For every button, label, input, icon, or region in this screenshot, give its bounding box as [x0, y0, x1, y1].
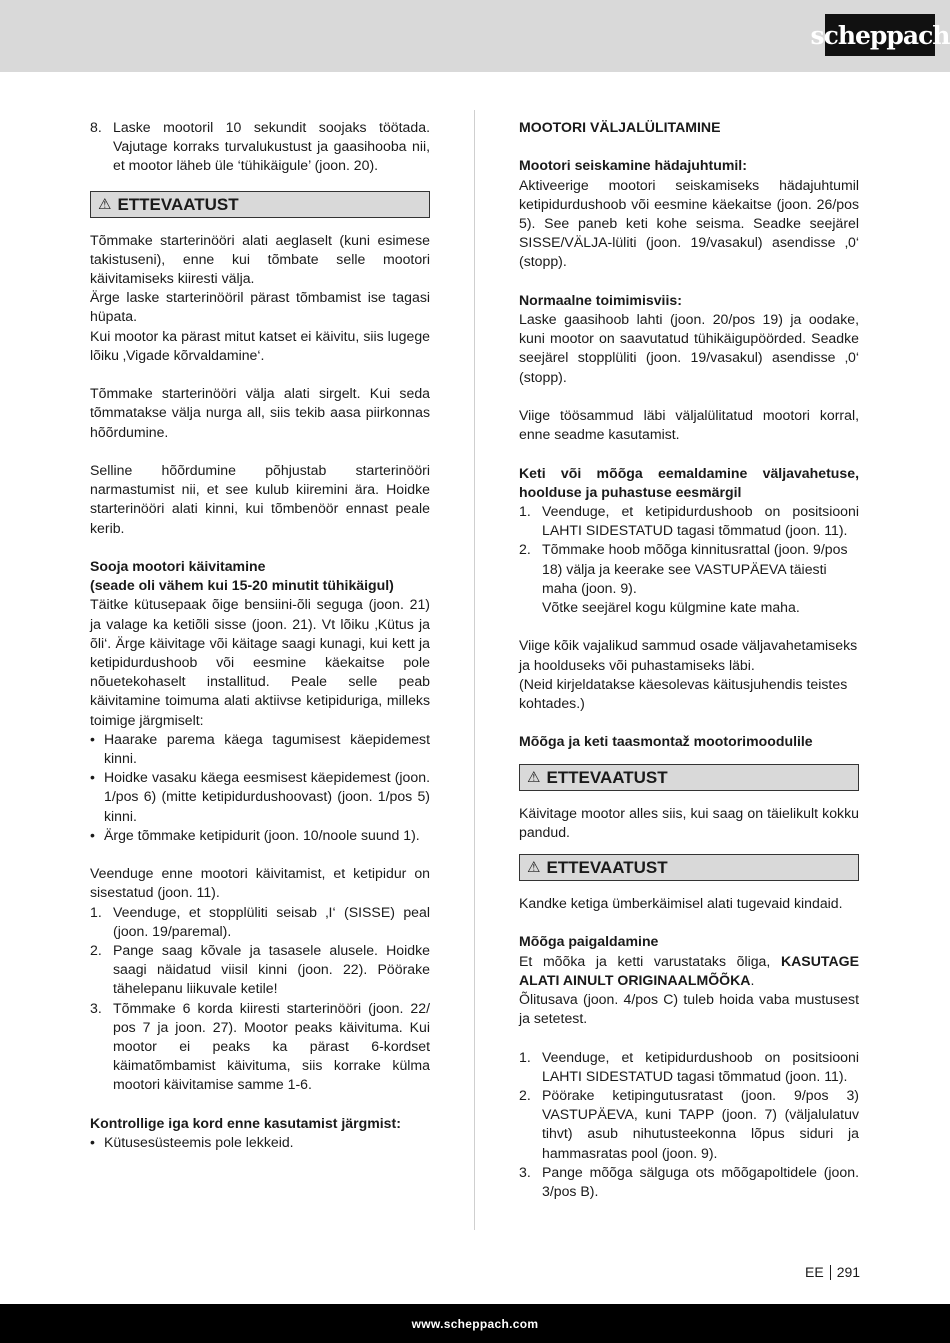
- item-number: 1.: [519, 1048, 531, 1065]
- bullet-item: [90, 1133, 430, 1152]
- list-item: [90, 903, 430, 941]
- paragraph: Õlitusava (joon. 4/pos C) tuleb hoida vaba mustusest ja setetest.: [519, 991, 859, 1027]
- warning-box: [90, 191, 430, 218]
- list-item: [519, 1048, 859, 1086]
- page-number-separator: [830, 1265, 831, 1280]
- right-column: [519, 118, 859, 1201]
- section-subheading: Mootori seiskamine hädajuhtumil:: [519, 157, 747, 174]
- paragraph: Veenduge enne mootori käivitamist, et ketipidur on sisestatud (joon. 11).: [90, 865, 430, 901]
- bullet-mark: •: [90, 730, 95, 747]
- warning-paragraph: Käivitage mootor alles siis, kui saag on täielikult kokku pandud.: [519, 804, 859, 840]
- install-text: Et mõõka ja ketti varustataks õliga,: [519, 952, 781, 969]
- page-header: [0, 0, 950, 72]
- list-item: [519, 1086, 859, 1163]
- list-item: [90, 941, 430, 999]
- warning-triangle-icon: ⚠: [98, 195, 112, 213]
- left-column: [90, 118, 430, 1152]
- item-number: 1.: [519, 503, 531, 519]
- section-subheading: Normaalne toimimisviis:: [519, 291, 682, 308]
- bullet-mark: •: [90, 1134, 95, 1151]
- item-number: 2.: [519, 1087, 531, 1104]
- bullet-text: Kütusesüsteemis pole lekkeid.: [104, 1134, 294, 1151]
- item-number: 3.: [90, 999, 102, 1016]
- paragraph: Laske gaasihoob lahti (joon. 20/pos 19) ja oodake, kuni mootor on saavutatud tühikäigupöörded. Seadke seejärel stopplüliti (joon. 19/vasakul) asendisse ‚0‘ (stopp).: [519, 311, 859, 385]
- warning-paragraph: Ärge laske starterinööril pärast tõmbamist ise tagasi hüpata.: [90, 289, 430, 325]
- warning-paragraph: Tõmmake starterinööri alati aeglaselt (kuni esimese takistuseni), enne kui tõmbate selle mootori käivitamiseks kiiresti välja.: [90, 231, 430, 287]
- item-number: 2.: [90, 942, 102, 959]
- item-text: Pange mõõga sälguga ots mõõgapoltidele (joon. 3/pos B).: [542, 1163, 859, 1200]
- section-heading: Sooja mootori käivitamine: [90, 558, 266, 575]
- item-number: 2.: [519, 541, 531, 558]
- list-item: [90, 118, 430, 176]
- item-text: Pöörake ketipingutusratast (joon. 9/pos 3) VASTUPÄEVA, kuni TAPP (joon. 7) (väljalulatuv tihvt) asub nihutusteekonna lõpus siduri ja hammasratas pool (joon. 9).: [542, 1087, 859, 1161]
- section-heading: Keti või mõõga eemaldamine väljavahetuse, hoolduse ja puhastuse eesmärgil: [519, 464, 859, 500]
- website-link[interactable]: www.scheppach.com: [411, 1316, 539, 1331]
- item-text: Veenduge, et ketipidurdushoob on positsiooni LAHTI SIDESTATUD tagasi tõmmatud (joon. 11).: [542, 503, 859, 539]
- bullet-text: Haarake parema käega tagumisest käepidemest kinni.: [104, 730, 430, 767]
- list-item: [519, 1163, 859, 1201]
- warning-box: [519, 854, 859, 881]
- warning-paragraph: Kui mootor ka pärast mitut katset ei käivitu, siis lugege lõiku ‚Vigade kõrvaldamine‘.: [90, 327, 430, 363]
- list-item: [519, 540, 859, 617]
- paragraph: Aktiveerige mootori seiskamiseks hädajuhtumil ketipidurdushoob või eesmine käekaitse (joon. 26/pos 5). See paneb keti kohe seisma. Seadke seejärel SISSE/VÄLJA-lüliti (joon. 19/vasakul) asendisse ‚0‘ (stopp).: [519, 176, 859, 270]
- install-emphasis: KASUTAGE ALATI AINULT ORIGINAALMÕÕKA: [519, 952, 859, 988]
- warning-box: [519, 764, 859, 791]
- item-text: Pange saag kõvale ja tasasele alusele. Hoidke saagi näidatud viisil kinni (joon. 22). Pöörake tähelepanu liikuvale ketile!: [113, 942, 430, 997]
- item-number: 3.: [519, 1163, 531, 1180]
- item-number: 1.: [90, 903, 102, 920]
- bullet-mark: •: [90, 826, 95, 843]
- list-item: [519, 502, 859, 540]
- bullet-item: [90, 826, 430, 845]
- paragraph: Viige kõik vajalikud sammud osade väljavahetamiseks ja hoolduseks või puhastamiseks läbi. (Neid kirjeldatakse käesolevas käitusjuhendis teistes kohtades.): [519, 637, 858, 712]
- item-text: Laske mootoril 10 sekundit soojaks töötada. Vajutage korraks turvalukustust ja gaasihooba nii, et mootor läheb üle ‘tühikäigule’ (joon. 20).: [113, 119, 430, 174]
- item-text: Tõmmake hoob mõõga kinnitusrattal (joon. 9/pos 18) välja ja keerake see VASTUPÄEVA täiesti maha (joon. 9). Võtke seejärel kogu külgmine kate maha.: [542, 541, 848, 616]
- language-code: EE: [805, 1264, 824, 1280]
- warning-label: ETTEVAATUST: [546, 767, 668, 787]
- warning-label: ETTEVAATUST: [117, 194, 239, 214]
- paragraph: Viige töösammud läbi väljalülitatud mootori korral, enne seadme kasutamist.: [519, 407, 859, 443]
- bullet-mark: •: [90, 769, 95, 786]
- warning-paragraph: Kandke ketiga ümberkäimisel alati tugevaid kindaid.: [519, 895, 843, 912]
- column-divider: [474, 110, 475, 1230]
- section-heading: MOOTORI VÄLJALÜLITAMINE: [519, 119, 721, 135]
- paragraph: Selline hõõrdumine põhjustab starterinööri narmastumist nii, et see kulub kiiremini ära. Hoidke starterinööri alati kinni, kui tõmbenöör ennast peale kerib.: [90, 462, 430, 536]
- bullet-text: Hoidke vasaku käega eesmisest käepidemest (joon. 1/pos 6) (mitte ketipidurdushoovast) (joon. 1/pos 5) kinni.: [104, 769, 430, 824]
- section-subheading: (seade oli vähem kui 15-20 minutit tühikäigul): [90, 577, 394, 594]
- install-text-end: .: [750, 971, 755, 988]
- section-heading: Mõõga ja keti taasmontaž mootorimoodulile: [519, 733, 813, 750]
- item-number: 8.: [90, 119, 102, 135]
- warning-triangle-icon: ⚠: [527, 858, 541, 876]
- paragraph: Tõmmake starterinööri välja alati sirgelt. Kui seda tõmmatakse välja nurga all, siis tekib aasa piirkonnas hõõrdumine.: [90, 385, 430, 440]
- warning-triangle-icon: ⚠: [527, 768, 541, 786]
- item-text: Veenduge, et stopplüliti seisab ‚I‘ (SISSE) peal (joon. 19/paremal).: [113, 903, 430, 939]
- paragraph: Täitke kütusepaak õige bensiini-õli seguga (joon. 21) ja valage ka ketiõli sisse (joon. 21). Vt lõiku ‚Kütus ja õli‘. Ärge käivitage või käitage saagi kunagi, kui kett ja ketipidurdushoob või eesmine käekaitse pole nõuetekohaselt installitud. Peale selle peab käivitamine toimuma alati aktiivse ketipiduriga, milleks toimige järgmiselt:: [90, 596, 430, 728]
- page-footer: [0, 1304, 950, 1343]
- page-number-value: 291: [836, 1264, 861, 1280]
- bullet-text: Ärge tõmmake ketipidurit (joon. 10/noole suund 1).: [104, 826, 420, 843]
- warning-label: ETTEVAATUST: [546, 857, 668, 877]
- paragraph: [519, 952, 859, 990]
- list-item: [90, 999, 430, 1095]
- scheppach-logo: scheppach: [825, 14, 935, 56]
- page-number: [805, 1264, 860, 1280]
- item-text: Veenduge, et ketipidurdushoob on positsiooni LAHTI SIDESTATUD tagasi tõmmatud (joon. 11).: [542, 1048, 859, 1084]
- item-text: Tõmmake 6 korda kiiresti starterinööri (joon. 22/ pos 7 ja joon. 27). Mootor peaks käivituma. Kui mootor ei peaks ka pärast 6-kordset käimatõmbamist käivituma, siis korrake külma mootori käivitamise samme 1-6.: [113, 999, 430, 1093]
- bullet-item: [90, 730, 430, 768]
- bullet-item: [90, 768, 430, 826]
- section-heading: Mõõga paigaldamine: [519, 933, 659, 950]
- section-heading: Kontrollige iga kord enne kasutamist järgmist:: [90, 1114, 401, 1131]
